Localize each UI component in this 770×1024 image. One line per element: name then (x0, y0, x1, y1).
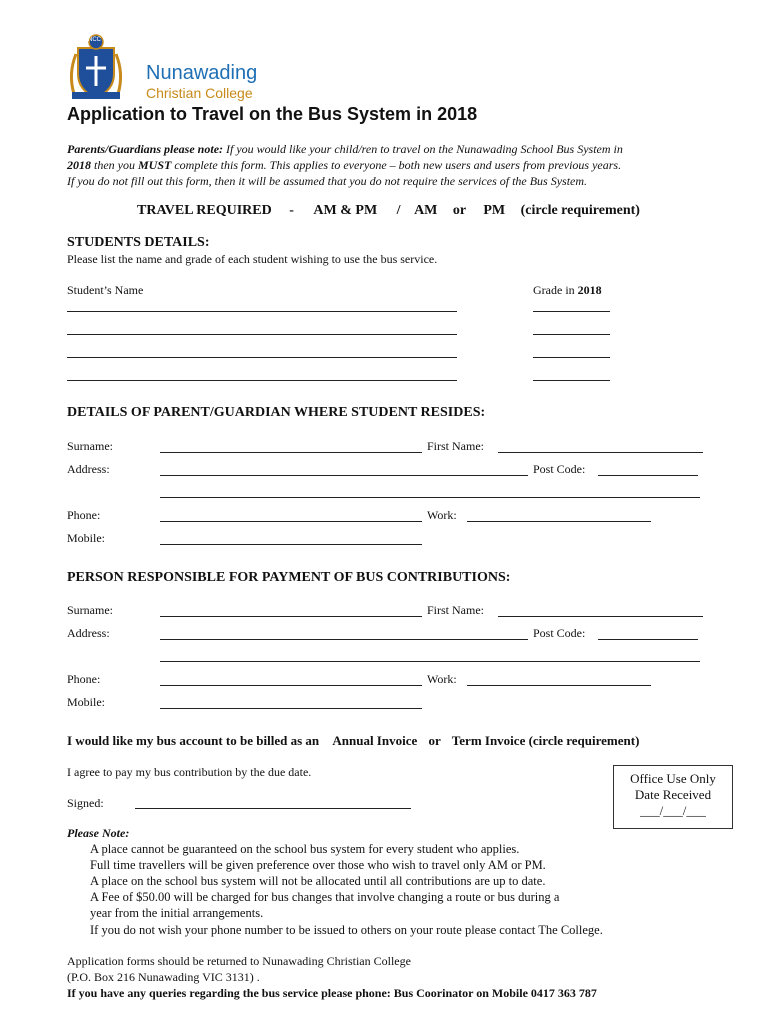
intro-line-2 (67, 157, 747, 173)
intro-line-3: If you do not fill out this form, then it will be assumed that you do not require the services of the Bus System. (67, 174, 588, 188)
parent-phone-label: Phone: (67, 508, 101, 522)
signature-field[interactable] (135, 808, 411, 809)
parent-surname-field[interactable] (160, 452, 422, 453)
payer-address-field-2[interactable] (160, 661, 700, 662)
travel-required-row (137, 203, 640, 219)
parent-address-field-2[interactable] (160, 497, 700, 498)
grade-header-label: Grade in (533, 283, 578, 297)
intro-must: MUST (138, 158, 172, 172)
intro-text-1: If you would like your child/ren to travel on the Nunawading School Bus System in (223, 142, 623, 156)
billing-or: or (428, 733, 441, 748)
payer-phone-field[interactable] (160, 685, 422, 686)
student-grade-field-1[interactable] (533, 311, 610, 312)
payer-phone-label: Phone: (67, 672, 101, 686)
parent-postcode-label: Post Code: (533, 462, 586, 476)
payer-heading: PERSON RESPONSIBLE FOR PAYMENT OF BUS CONTRIBUTIONS: (67, 570, 511, 585)
college-logo (66, 34, 276, 106)
travel-option-pm[interactable]: PM (483, 203, 506, 218)
payer-firstname-label: First Name: (427, 603, 484, 617)
intro-text-2a: then you (91, 158, 138, 172)
crest-icon (66, 34, 126, 104)
intro-lead: Parents/Guardians please note: (67, 142, 224, 156)
grade-header (533, 283, 602, 298)
note-item: If you do not wish your phone number to be issued to others on your route please contact The College. (90, 923, 603, 937)
student-name-field-4[interactable] (67, 380, 457, 381)
payer-surname-label: Surname: (67, 603, 113, 617)
note-item: A Fee of $50.00 will be charged for bus changes that involve changing a route or bus during a (90, 890, 560, 904)
footer-return-line: Application forms should be returned to Nunawading Christian College (67, 954, 411, 968)
intro-line-1 (67, 141, 747, 157)
payer-firstname-field[interactable] (498, 616, 703, 617)
intro-year: 2018 (67, 158, 91, 172)
office-use-box (613, 765, 733, 829)
parent-phone-field[interactable] (160, 521, 422, 522)
date-received-field: ___/___/___ (640, 803, 706, 818)
billing-option-term[interactable]: Term Invoice (circle requirement) (451, 733, 640, 748)
office-use-label: Office Use Only (630, 771, 716, 786)
student-grade-field-2[interactable] (533, 334, 610, 335)
parent-surname-label: Surname: (67, 439, 113, 453)
intro-text-2b: complete this form. This applies to everyone – both new users and users from previous years. (171, 158, 622, 172)
note-item: A place cannot be guaranteed on the school bus system for every student who applies. (90, 842, 520, 856)
parent-firstname-label: First Name: (427, 439, 484, 453)
students-heading: STUDENTS DETAILS: (67, 235, 210, 250)
travel-note: (circle requirement) (520, 203, 640, 218)
student-name-field-1[interactable] (67, 311, 457, 312)
logo-name-line1: Nunawading (146, 62, 258, 84)
note-item: A place on the school bus system will not be allocated until all contributions are up to date. (90, 874, 546, 888)
notes-heading: Please Note: (67, 826, 130, 840)
travel-option-am-pm[interactable]: AM & PM (313, 203, 378, 218)
billing-row (67, 733, 639, 749)
student-name-field-2[interactable] (67, 334, 457, 335)
payer-address-field[interactable] (160, 639, 528, 640)
student-name-header: Student’s Name (67, 283, 144, 297)
travel-dash: - (289, 203, 294, 218)
parent-mobile-field[interactable] (160, 544, 422, 545)
parent-address-field[interactable] (160, 475, 528, 476)
logo-name-line2: Christian College (146, 85, 253, 101)
parent-work-label: Work: (427, 508, 457, 522)
travel-option-am[interactable]: AM (414, 203, 438, 218)
parent-address-label: Address: (67, 462, 110, 476)
student-name-field-3[interactable] (67, 357, 457, 358)
footer-address-line: (P.O. Box 216 Nunawading VIC 3131) . (67, 970, 260, 984)
date-received-label: Date Received (634, 787, 712, 802)
parent-firstname-field[interactable] (498, 452, 703, 453)
payer-mobile-field[interactable] (160, 708, 422, 709)
parent-work-field[interactable] (467, 521, 651, 522)
note-item: Full time travellers will be given preference over those who wish to travel only AM or PM. (90, 858, 546, 872)
crest-text: NCC (88, 37, 101, 43)
page-title: Application to Travel on the Bus System in 2018 (67, 104, 478, 124)
signed-label: Signed: (67, 796, 104, 810)
payer-work-label: Work: (427, 672, 457, 686)
payer-surname-field[interactable] (160, 616, 422, 617)
payer-mobile-label: Mobile: (67, 695, 105, 709)
student-grade-field-4[interactable] (533, 380, 610, 381)
student-grade-field-3[interactable] (533, 357, 610, 358)
intro-paragraph (67, 141, 747, 189)
parent-mobile-label: Mobile: (67, 531, 105, 545)
footer-contact-line: If you have any queries regarding the bus service please phone: Bus Coorinator on Mobile 0417 363 787 (67, 986, 597, 1000)
payer-postcode-field[interactable] (598, 639, 698, 640)
note-item: year from the initial arrangements. (90, 906, 264, 920)
travel-or: or (452, 203, 466, 218)
payer-work-field[interactable] (467, 685, 651, 686)
payer-postcode-label: Post Code: (533, 626, 586, 640)
travel-slash: / (396, 203, 401, 218)
agree-statement: I agree to pay my bus contribution by the due date. (67, 765, 312, 779)
parent-postcode-field[interactable] (598, 475, 698, 476)
grade-year: 2018 (577, 283, 602, 297)
billing-option-annual[interactable]: Annual Invoice (332, 733, 418, 748)
travel-label: TRAVEL REQUIRED (137, 203, 272, 218)
payer-address-label: Address: (67, 626, 110, 640)
parent-heading: DETAILS OF PARENT/GUARDIAN WHERE STUDENT RESIDES: (67, 405, 486, 420)
students-instruction: Please list the name and grade of each student wishing to use the bus service. (67, 252, 438, 266)
billing-prompt: I would like my bus account to be billed as an (67, 733, 320, 748)
